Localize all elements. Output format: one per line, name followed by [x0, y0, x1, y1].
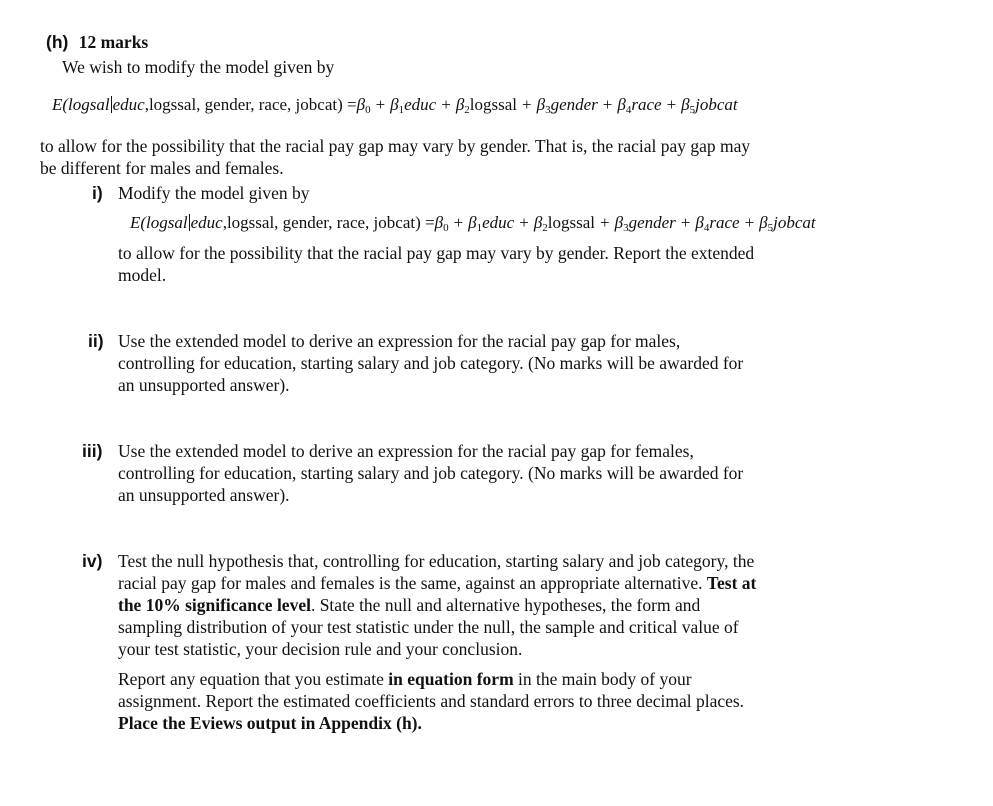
question-marks: 12 marks [78, 32, 149, 52]
beta-subscript: 2 [464, 104, 470, 116]
part-text: an unsupported answer). [118, 375, 290, 395]
regressor: educ [482, 213, 515, 232]
part-text: controlling for education, starting salary and job category. (No marks will be awarded for [118, 463, 744, 483]
expectation-open: E(logsal [130, 213, 188, 232]
beta-subscript: 1 [398, 104, 405, 116]
part-text [118, 712, 422, 734]
bold-text: ). [411, 713, 422, 733]
plus-sign: + [522, 95, 532, 114]
regressor: educ [404, 95, 437, 114]
text-span: . State the null and alternative hypotheses, the form and [310, 595, 701, 615]
part-text: Use the extended model to derive an expression for the racial pay gap for females, [118, 441, 694, 461]
plus-sign: + [441, 95, 451, 114]
expectation-open: E(logsal [52, 95, 110, 114]
beta-symbol: β [356, 95, 366, 114]
regressor: logssal [469, 95, 518, 114]
regressor: logssal [547, 213, 596, 232]
part-text: assignment. Report the estimated coefficients and standard errors to three decimal places. [118, 691, 745, 711]
conditional-bar [111, 96, 112, 113]
plus-sign: + [375, 95, 386, 114]
model-equation [52, 94, 738, 116]
bold-text: h [401, 713, 412, 733]
regressor: jobcat [773, 213, 816, 232]
beta-symbol: β [455, 95, 465, 114]
beta-subscript: 5 [689, 104, 696, 116]
plus-sign: + [602, 95, 613, 114]
part-text [118, 572, 756, 594]
part-text: controlling for education, starting salary and job category. (No marks will be awarded for [118, 353, 744, 373]
beta-symbol: β [533, 213, 543, 232]
part-text [118, 668, 692, 690]
part-text [118, 594, 700, 616]
beta-symbol: β [759, 213, 768, 232]
paragraph-line: be different for males and females. [40, 158, 284, 178]
question-label: (h) [46, 32, 69, 52]
plus-sign: + [519, 213, 529, 232]
text-span: Report any equation that you estimate [118, 669, 389, 689]
beta-symbol: β [614, 213, 624, 232]
plus-sign: + [680, 213, 691, 232]
question-heading [46, 31, 148, 53]
given-rest: ,logssal, gender, race, jobcat) = [144, 95, 357, 114]
beta-symbol: β [390, 95, 399, 114]
regressor: gender [628, 213, 676, 232]
regressor: race [631, 95, 662, 114]
model-equation [130, 212, 816, 234]
plus-sign: + [453, 213, 464, 232]
given-variable: educ [112, 95, 145, 114]
text-span: racial pay gap for males and females is the same, against an appropriate alternative. [118, 573, 707, 593]
beta-subscript: 1 [476, 222, 483, 234]
bold-text: Place the Eviews output in Appendix ( [118, 713, 402, 733]
part-text: to allow for the possibility that the racial pay gap may vary by gender. Report the extended [118, 243, 755, 263]
given-variable: educ [190, 213, 223, 232]
part-text: Test the null hypothesis that, controlling for education, starting salary and job category, the [118, 551, 755, 571]
part-text: your test statistic, your decision rule and your conclusion. [118, 639, 523, 659]
conditional-bar [189, 214, 190, 231]
beta-subscript: 0 [443, 222, 449, 234]
part-text: Use the extended model to derive an expression for the racial pay gap for males, [118, 331, 681, 351]
beta-symbol: β [536, 95, 546, 114]
beta-symbol: β [434, 213, 444, 232]
beta-subscript: 2 [542, 222, 548, 234]
beta-symbol: β [617, 95, 626, 114]
text-span: in the main body of your [513, 669, 692, 689]
beta-subscript: 3 [545, 104, 551, 116]
beta-subscript: 4 [625, 104, 632, 116]
part-number: iv) [82, 551, 103, 571]
part-number: ii) [88, 331, 104, 351]
beta-subscript: 4 [703, 222, 710, 234]
beta-symbol: β [695, 213, 704, 232]
beta-subscript: 5 [767, 222, 774, 234]
part-text: Modify the model given by [118, 183, 310, 203]
plus-sign: + [744, 213, 755, 232]
paragraph-line: to allow for the possibility that the racial pay gap may vary by gender. That is, the racial pay gap may [40, 136, 751, 156]
part-number: iii) [82, 441, 103, 461]
part-text: an unsupported answer). [118, 485, 290, 505]
bold-text: the 10% significance level [118, 595, 311, 615]
given-rest: ,logssal, gender, race, jobcat) = [222, 213, 435, 232]
part-number: i) [92, 183, 103, 203]
regressor: jobcat [695, 95, 738, 114]
regressor: race [709, 213, 740, 232]
bold-text: Test at [706, 573, 757, 593]
regressor: gender [550, 95, 598, 114]
bold-text: in equation form [388, 669, 514, 689]
plus-sign: + [666, 95, 677, 114]
intro-text: We wish to modify the model given by [62, 57, 335, 77]
part-text: model. [118, 265, 167, 285]
beta-subscript: 0 [365, 104, 371, 116]
plus-sign: + [600, 213, 610, 232]
beta-symbol: β [468, 213, 477, 232]
beta-symbol: β [681, 95, 690, 114]
part-text: sampling distribution of your test statistic under the null, the sample and critical value of [118, 617, 739, 637]
beta-subscript: 3 [623, 222, 629, 234]
